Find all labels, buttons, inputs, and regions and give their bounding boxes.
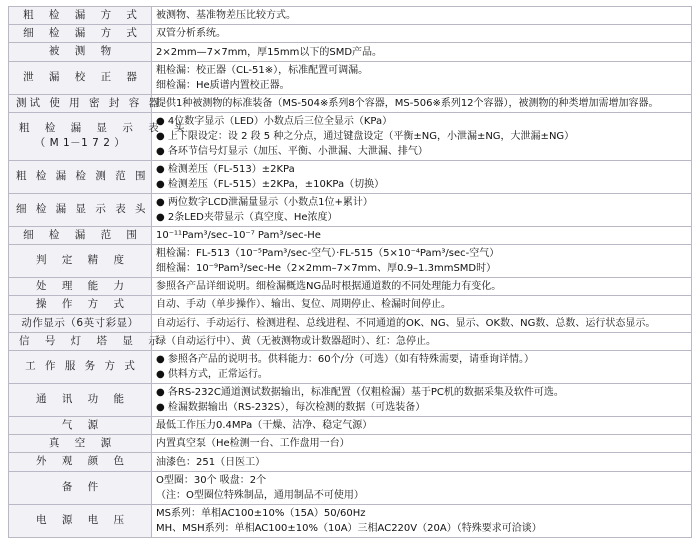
- row-label-text: 通 讯 功 能: [35, 393, 130, 406]
- row-value-line: 细检漏：He质谱内置校正器。: [156, 79, 290, 91]
- row-value-line: 自动运行、手动运行、检测进程、总线进程、不同通道的OK、NG、显示、OK数、NG数、总数、运行状态显示。: [156, 317, 656, 329]
- row-value-line: 内置真空泵（He检测一台、工作盘用一台）: [156, 438, 350, 450]
- row-label: [9, 435, 152, 453]
- table-row: [9, 416, 692, 434]
- row-value-line: 双管分析系统。: [156, 28, 226, 40]
- row-value: [152, 504, 692, 537]
- row-value: [152, 278, 692, 296]
- row-value-line: （注：O型圈位特殊制品，通用制品不可使用）: [156, 489, 364, 501]
- row-label-text: 操 作 方 式: [35, 298, 130, 311]
- row-label: [9, 453, 152, 471]
- table-row: [9, 332, 692, 350]
- row-value-line: 粗检漏：校正器（CL-51※），标准配置可调漏。: [156, 64, 369, 76]
- table-row: [9, 43, 692, 61]
- row-label-text: 工 作 服 务 方 式: [25, 360, 138, 373]
- table-row: [9, 94, 692, 112]
- row-value-line: ● 各RS-232C通道测试数据输出，标准配置（仅粗检漏）基于PC机的数据采集及软件可选。: [156, 386, 564, 398]
- row-value-line: 被测物、基准物差压比较方式。: [156, 10, 296, 22]
- row-label-text: 动作显示（6英寸彩显）: [21, 316, 139, 329]
- table-row: [9, 471, 692, 504]
- row-label: [9, 7, 152, 25]
- row-label-text: 气 源: [61, 418, 105, 431]
- row-label: [9, 245, 152, 278]
- row-value-line: 油漆色：251（日医工）: [156, 456, 266, 468]
- row-value: [152, 350, 692, 383]
- row-value-line: 自动、手动（单步操作）、输出、复位、周期停止、检漏时间停止。: [156, 299, 451, 311]
- row-label: [9, 350, 152, 383]
- row-value-line: 细检漏：10⁻⁹Pam³/sec-He（2×2mm–7×7mm、厚0.9–1.3mmSMD时）: [156, 263, 497, 275]
- table-row: [9, 61, 692, 94]
- table-row: [9, 453, 692, 471]
- row-value: [152, 94, 692, 112]
- row-value: [152, 296, 692, 314]
- row-label: [9, 504, 152, 537]
- row-label: [9, 296, 152, 314]
- row-value-line: ● 检漏数据输出（RS-232S），每次检测的数据（可选装备）: [156, 401, 426, 413]
- table-row: [9, 278, 692, 296]
- row-label-text: 备 件: [61, 481, 105, 494]
- row-value: [152, 314, 692, 332]
- row-value: [152, 383, 692, 416]
- row-value-line: MH、MSH系列：单相AC100±10%（10A）三相AC220V（20A）（特殊要求可洽谈）: [156, 522, 542, 534]
- row-value-line: 绿（自动运行中）、黄（无被测物或计数器超时）、红：急停止。: [156, 335, 436, 347]
- row-value: [152, 245, 692, 278]
- row-label-text: 测试 使 用 密 封 容 器: [16, 96, 163, 109]
- table-row: [9, 504, 692, 537]
- row-label-text: 粗 检 漏 方 式: [23, 9, 143, 21]
- row-label-text: 细 检 漏 方 式: [23, 27, 143, 40]
- table-row: [9, 160, 692, 193]
- table-row: [9, 350, 692, 383]
- row-label: [9, 471, 152, 504]
- row-value: [152, 25, 692, 43]
- row-value: [152, 416, 692, 434]
- row-value-line: MS系列：单相AC100±10%（15A）50/60Hz: [156, 507, 366, 519]
- row-label-text: 电 源 电 压: [35, 514, 130, 527]
- row-label-text: 泄 漏 校 正 器: [23, 71, 143, 84]
- row-value: [152, 226, 692, 244]
- row-value: [152, 332, 692, 350]
- row-value-line: ● 两位数字LCD泄漏量显示（小数点1位+累计）: [156, 196, 373, 208]
- row-value-line: ● 4位数字显示（LED）小数点后三位全显示（KPa）: [156, 115, 393, 127]
- table-row: [9, 25, 692, 43]
- table-row: [9, 226, 692, 244]
- row-label: [9, 43, 152, 61]
- row-label-text: 信 号 灯 塔 显 示: [19, 334, 165, 347]
- row-label: [9, 94, 163, 112]
- row-value: [152, 435, 692, 453]
- table-row: [9, 314, 692, 332]
- table-row: [9, 112, 692, 160]
- table-row: [9, 383, 692, 416]
- row-value-line: ● 检测差压（FL-513）±2KPa: [156, 163, 295, 175]
- row-value: [152, 61, 692, 94]
- row-value-line: 参照各产品详细说明。细检漏概选NG品时根据通道数的不同处理能力有变化。: [156, 281, 502, 293]
- row-label: [9, 193, 152, 226]
- row-label: [9, 314, 152, 332]
- row-label-text: 粗 检 漏 显 示 表 头: [19, 122, 191, 135]
- row-label-text: 处 理 能 力: [35, 280, 130, 293]
- row-label-text: 细 检 漏 范 围: [23, 228, 143, 241]
- row-label: [9, 160, 152, 193]
- table-row: [9, 296, 692, 314]
- row-label: [9, 25, 152, 43]
- row-value-line: 提供1种被测物的标准装备（MS-504※系列8个容器，MS-506※系列12个容器），被测物的种类增加需增加容器。: [156, 97, 659, 109]
- row-value-line: 2×2mm—7×7mm，厚15mm以下的SMD产品。: [156, 46, 383, 58]
- row-value-line: ● 检测差压（FL-515）±2KPa，±10KPa（切换）: [156, 178, 385, 190]
- row-value: [152, 160, 692, 193]
- row-value-line: 粗检漏：FL-513（10⁻⁵Pam³/sec-空气）·FL-515（5×10⁻⁴Pam³/sec-空气）: [156, 248, 500, 260]
- row-value-line: ● 参照各产品的说明书。供料能力：60个/分（可选）（如有特殊需要，请垂询详情。）: [156, 353, 534, 365]
- row-value-line: ● 上下限设定：设 2 段 5 种之分点，通过键盘设定（平衡±NG，小泄漏±NG，大泄漏±NG）: [156, 130, 575, 142]
- row-label: [9, 332, 165, 350]
- table-row: [9, 7, 692, 25]
- row-label: [9, 61, 152, 94]
- row-label-text: 真 空 源: [48, 437, 118, 450]
- row-value: [152, 453, 692, 471]
- row-label: [9, 112, 191, 160]
- row-value: [152, 112, 692, 160]
- row-value: [152, 471, 692, 504]
- row-label: [9, 226, 152, 244]
- row-value: [152, 7, 692, 25]
- row-label-text: 细 检 漏 显 示 表 头: [16, 203, 149, 216]
- spec-table: [8, 6, 692, 538]
- table-row: [9, 435, 692, 453]
- row-value: [152, 193, 692, 226]
- row-value-line: ● 供料方式，正常运行。: [156, 368, 268, 380]
- row-label: [9, 278, 152, 296]
- table-row: [9, 193, 692, 226]
- row-value-line: ● 各环节信号灯显示（加压、平衡、小泄漏、大泄漏、排气）: [156, 145, 428, 157]
- row-label-text: 外 观 颜 色: [35, 455, 130, 468]
- row-label: [9, 416, 152, 434]
- row-value-line: 10⁻¹¹Pam³/sec–10⁻⁷ Pam³/sec-He: [156, 229, 321, 241]
- row-label-text: 被 测 物: [48, 45, 118, 58]
- row-label-text: 判 定 精 度: [35, 254, 130, 267]
- row-label-text: 粗 检 漏 检 测 范 围: [16, 170, 149, 183]
- row-value-line: 最低工作压力0.4MPa（干燥、洁净、稳定气源）: [156, 420, 373, 432]
- row-sublabel-text: （ M 1－1 7 2 ）: [34, 137, 126, 150]
- row-value-line: ● 2条LED夹带显示（真空度、He浓度）: [156, 211, 338, 223]
- row-label: [9, 383, 152, 416]
- row-value: [152, 43, 692, 61]
- row-value-line: O型圈：30个 吸盘：2个: [156, 474, 267, 486]
- table-row: [9, 245, 692, 278]
